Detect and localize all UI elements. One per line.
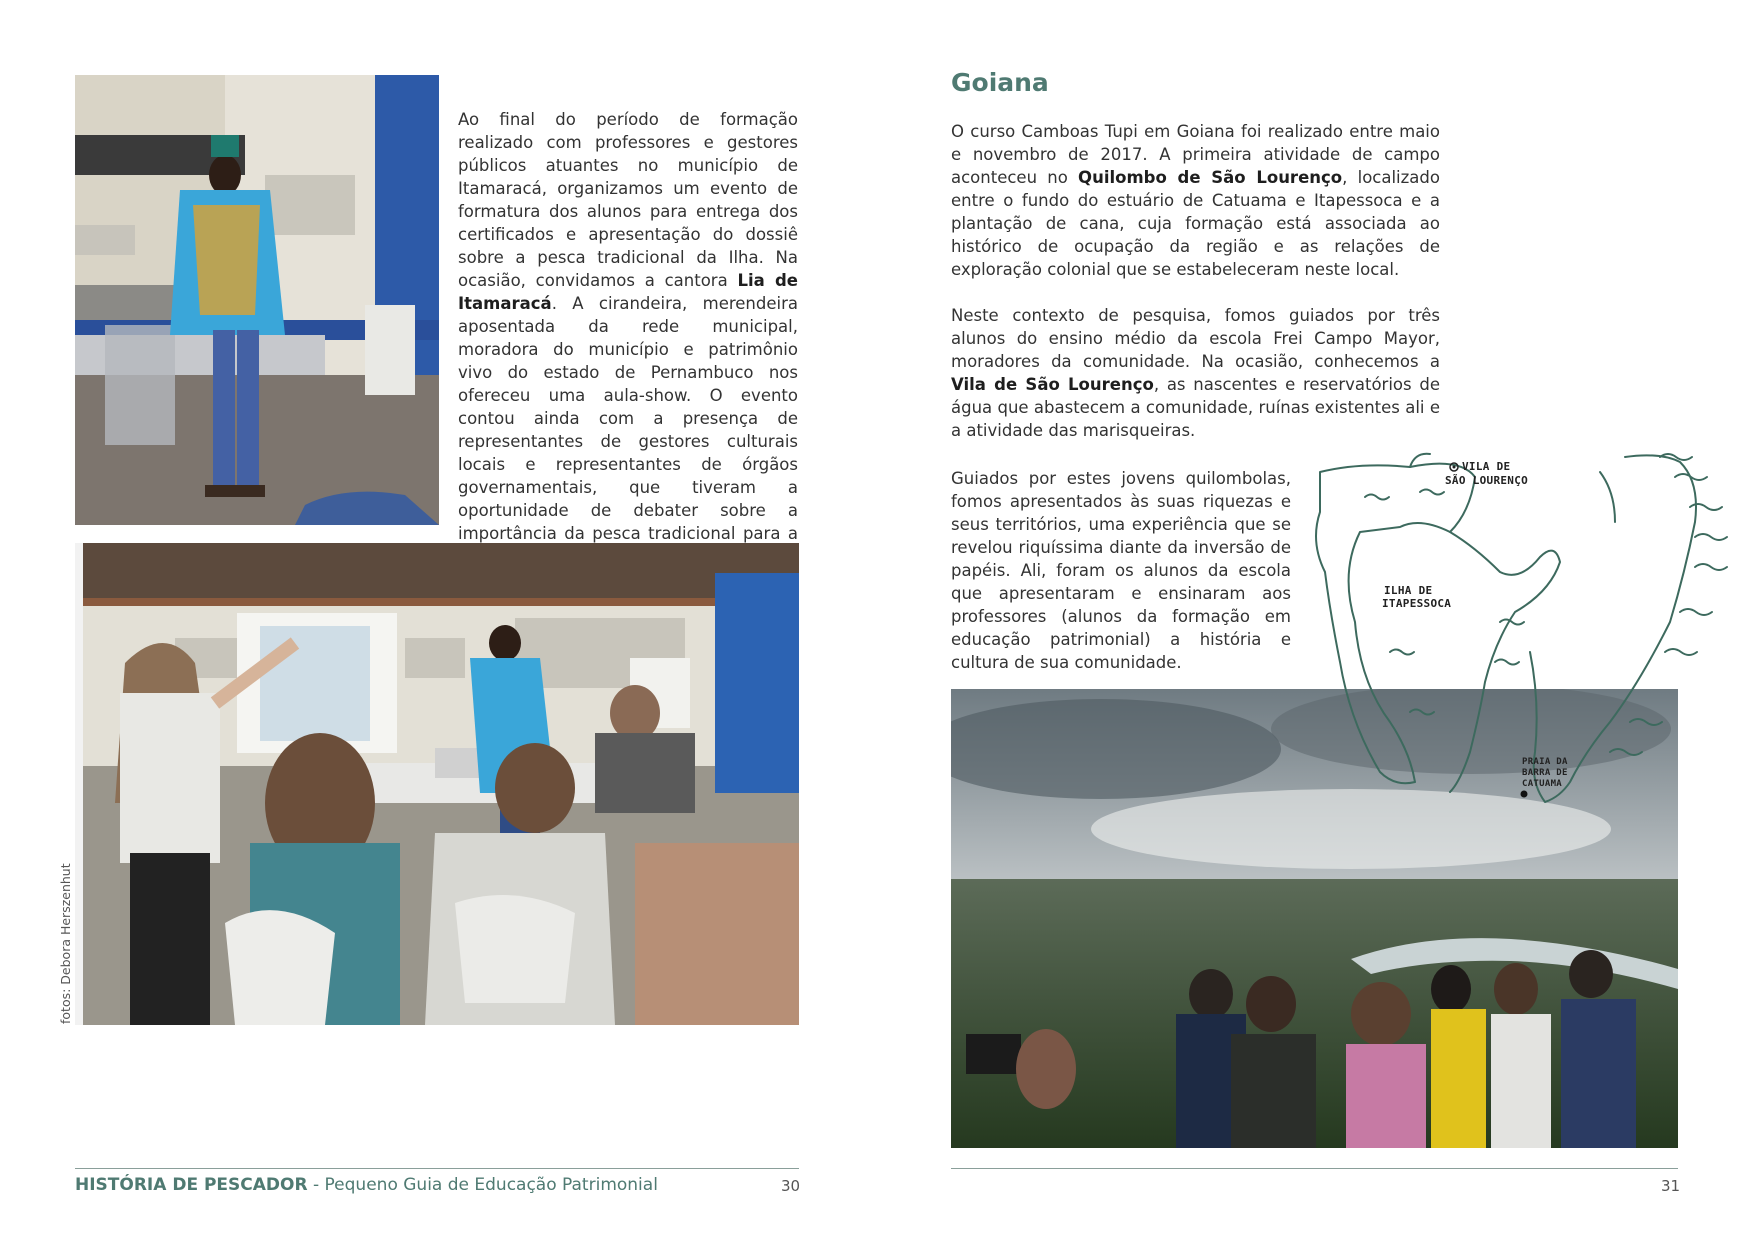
right-p1-part2: , localizado entre o fundo do estuário de Catuama e Itapessoca e a plantação de cana, cuja formação está associada ao histórico de ocupação da região e as relações de exploração colonial que se estabeleceram neste local. xyxy=(951,168,1440,279)
left-paragraph xyxy=(458,108,798,568)
right-paragraph-2 xyxy=(951,304,1440,442)
map-label-ilha-1: ILHA DE xyxy=(1384,584,1433,597)
right-p2-part2: , as nascentes e reservatórios de água que abastecem a comunidade, ruínas existentes ali e a atividade das marisqueiras. xyxy=(951,375,1440,440)
map-label-vila-2: SÃO LOURENÇO xyxy=(1445,474,1529,487)
right-paragraph-3: Guiados por estes jovens quilombolas, fomos apresentados às suas riquezas e seus territórios, uma experiência que se revelou riquíssima diante da inversão de papéis. Ali, foram os alunos da escola que apresentaram e ensinaram aos professores (alunos da formação em educação patrimonial) a história e cultura de sua comunidade. xyxy=(951,469,1291,672)
right-p1-part1: O curso Camboas Tupi em Goiana foi realizado entre maio e novembro de 2017. A primeira atividade de campo aconteceu no xyxy=(951,122,1440,187)
right-p1-bold-quilombo: Quilombo de São Lourenço xyxy=(1078,168,1343,187)
photo-classroom-icon xyxy=(75,543,799,1025)
map-label-vila-1: VILA DE xyxy=(1462,460,1511,473)
left-page-number: 30 xyxy=(781,1177,801,1195)
right-footer-rule xyxy=(951,1168,1678,1169)
right-paragraph-1 xyxy=(951,120,1440,281)
right-p2-bold-vila: Vila de São Lourenço xyxy=(951,375,1154,394)
right-page-number: 31 xyxy=(1661,1177,1681,1195)
praia-marker-icon xyxy=(1521,791,1528,798)
section-title-goiana: Goiana xyxy=(951,68,1049,97)
left-footer-rule xyxy=(75,1168,799,1169)
left-paragraph-bold-lia: Lia de Itamaracá xyxy=(458,271,798,313)
photo-singer xyxy=(75,75,439,525)
map-label-praia-1: PRAIA DA xyxy=(1522,757,1568,767)
footer-subtitle: - Pequeno Guia de Educação Patrimonial xyxy=(307,1175,658,1195)
photo-singer-icon xyxy=(75,75,439,525)
right-text-block xyxy=(951,120,1440,465)
photo-credit: fotos: Debora Herszenhut xyxy=(58,863,73,1024)
map-label-praia-2: BARRA DE xyxy=(1522,768,1568,778)
map-label-ilha-2: ITAPESSOCA xyxy=(1382,597,1452,610)
left-paragraph-part1: Ao final do período de formação realizado com professores e gestores públicos atuantes no município de Itamaracá, organizamos um evento de formatura dos alunos para entrega dos certificados e apresentação do dossiê sobre a pesca tradicional da Ilha. Na ocasião, convidamos a cantora xyxy=(458,110,798,290)
right-p2-part1: Neste contexto de pesquisa, fomos guiados por três alunos do ensino médio da escola Frei Campo Mayor, moradores da comunidade. Na ocasião, conhecemos a xyxy=(951,306,1440,371)
estuary-map xyxy=(1300,452,1740,852)
footer-brand: HISTÓRIA DE PESCADOR xyxy=(75,1175,308,1195)
map-label-praia-3: CATUAMA xyxy=(1522,779,1563,789)
photo-classroom xyxy=(75,543,799,1025)
left-footer-title xyxy=(75,1175,658,1195)
left-paragraph-part2: . A cirandeira, merendeira aposentada da rede municipal, moradora do município e patrimônio vivo do estado de Pernambuco nos ofereceu uma aula-show. O evento contou ainda com a presença de representantes de gestores culturais locais e representantes de órgãos governamentais, que tiveram a oportunidade de debater sobre a importância da pesca tradicional para a xyxy=(458,294,798,543)
